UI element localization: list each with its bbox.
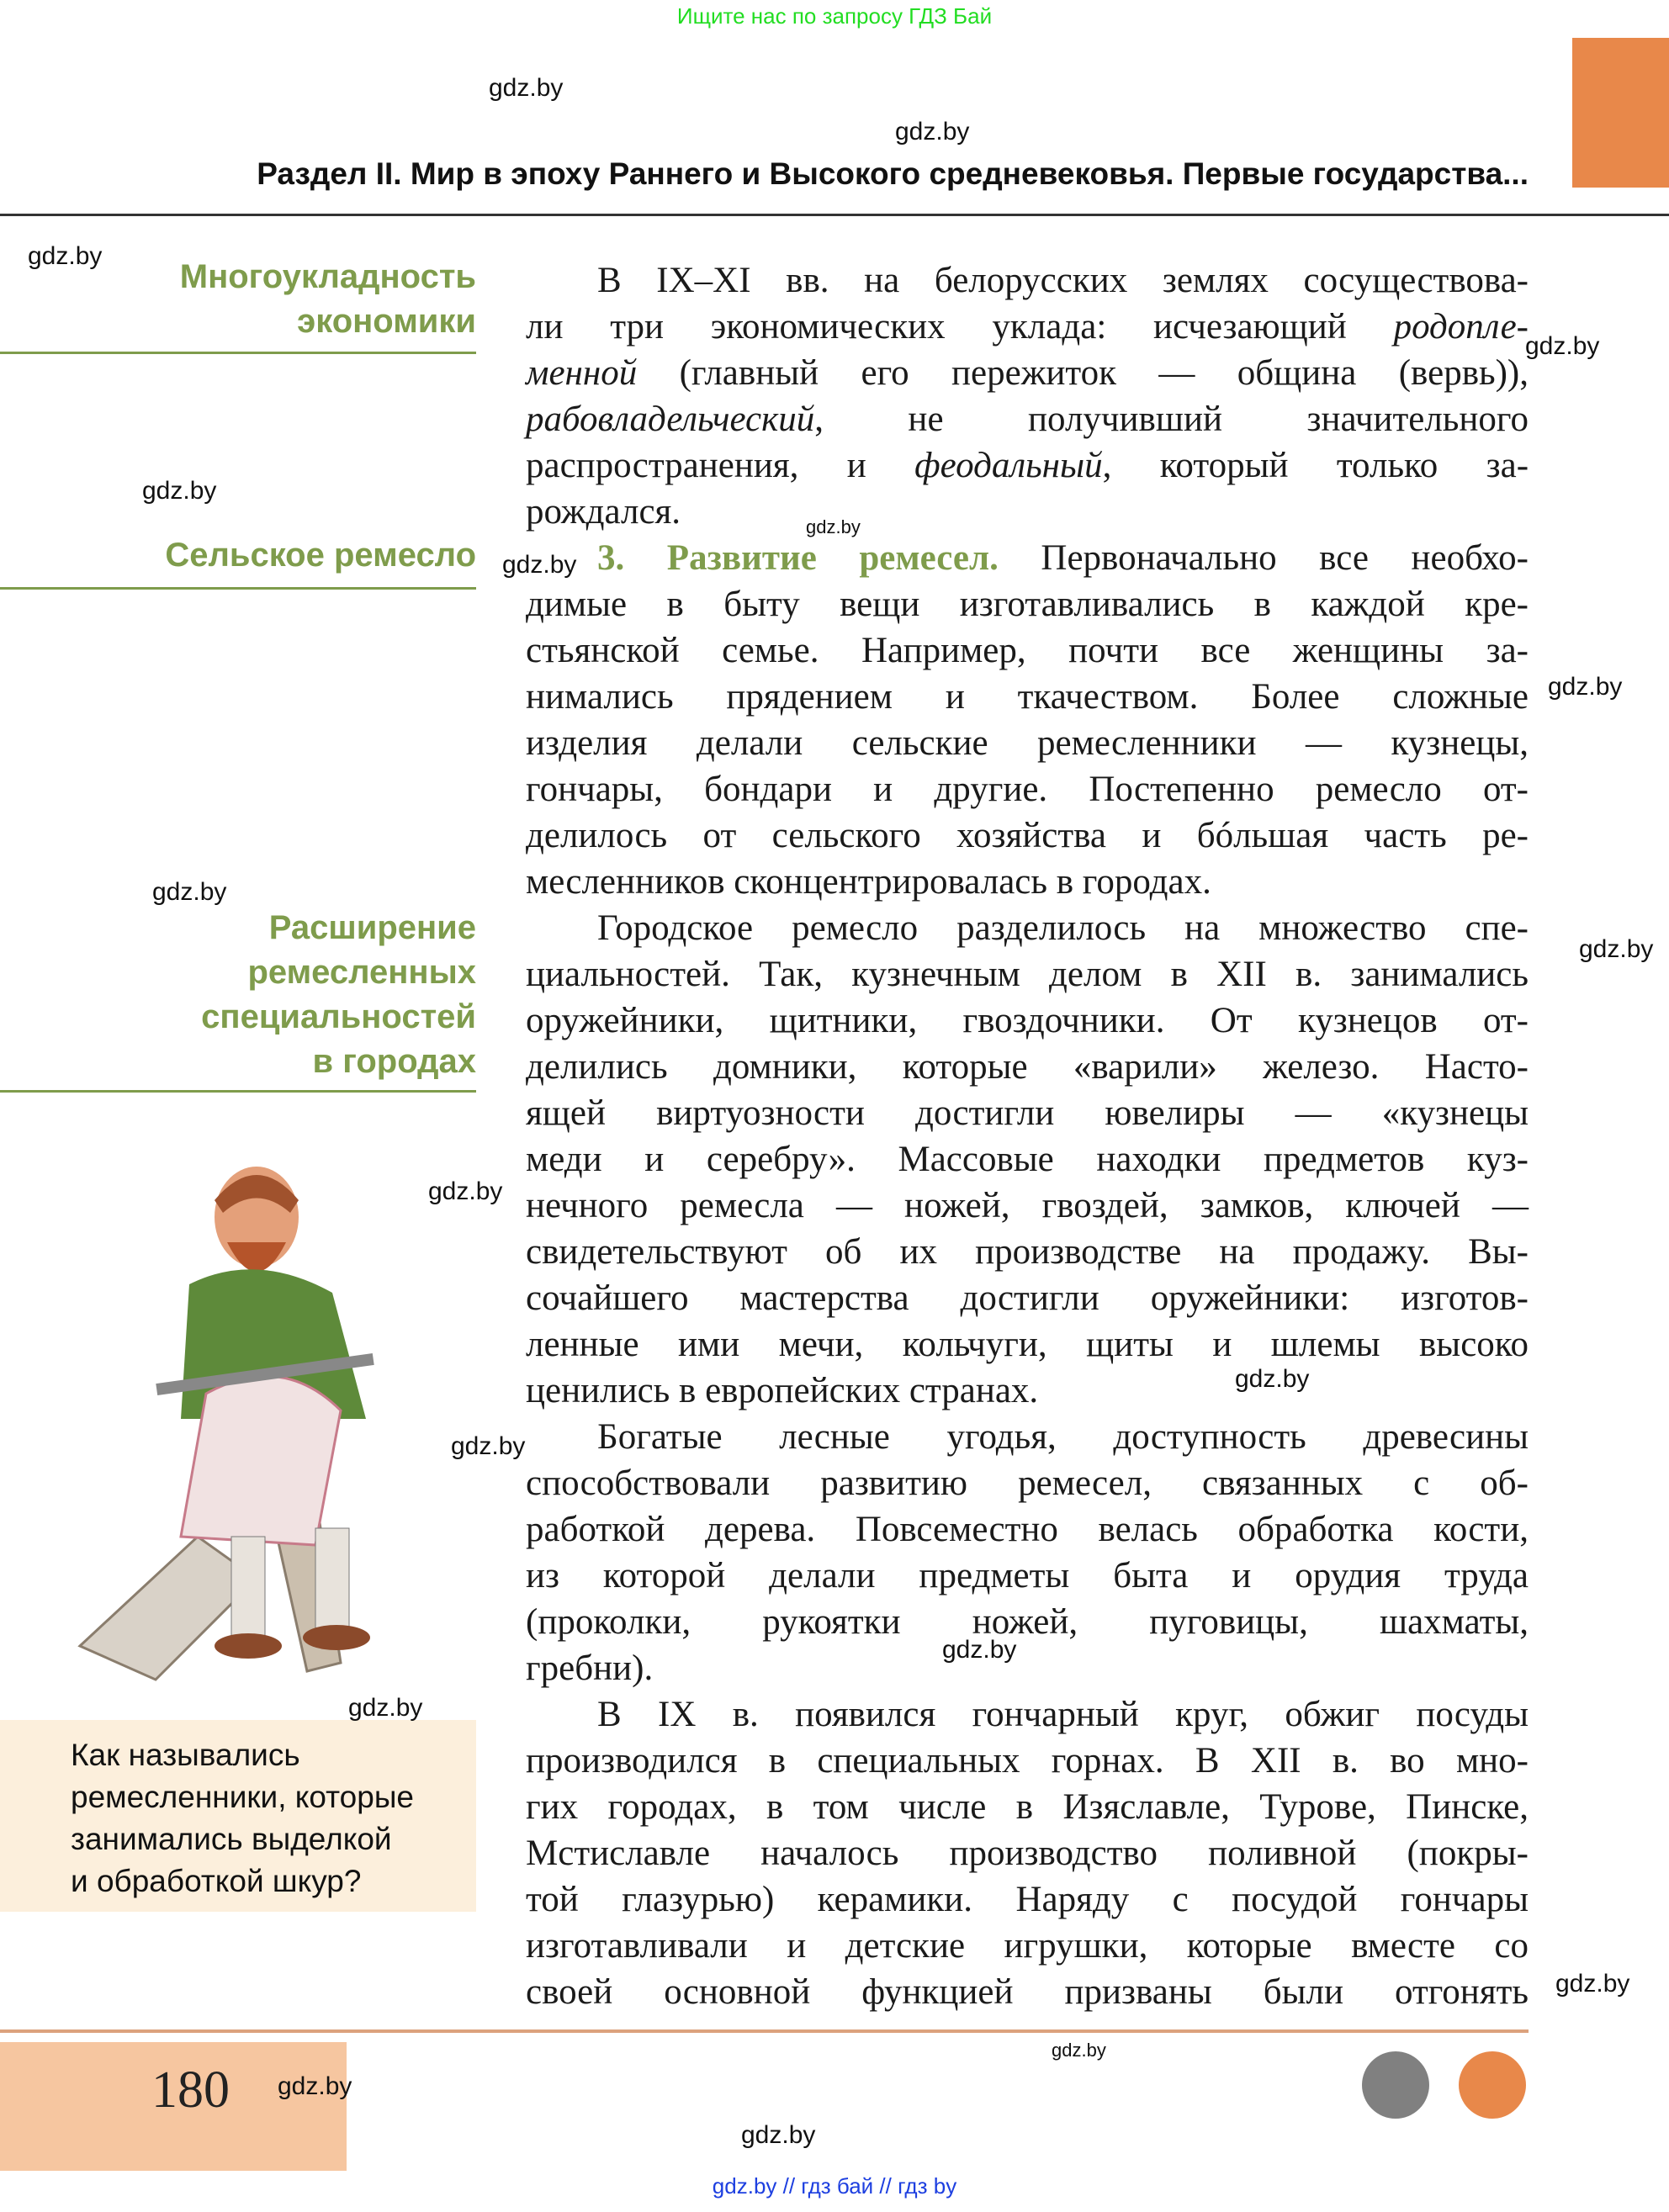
log-shape <box>80 1537 257 1680</box>
text-line <box>526 1691 1529 1738</box>
text-line <box>526 581 1529 627</box>
margin-divider <box>0 352 476 354</box>
text-line <box>526 1923 1529 1969</box>
text-run: В IX в. появился гончарный круг, обжиг посуды <box>597 1695 1529 1734</box>
text-line <box>526 1414 1529 1460</box>
main-text <box>526 257 1529 2015</box>
text-run: Городское ремесло разделилось на множество спе- <box>597 908 1529 948</box>
text-run: рождался. <box>526 492 681 532</box>
text-run: свидетельствуют об их производстве на продажу. Вы- <box>526 1232 1529 1272</box>
text-run: Богатые лесные угодья, доступность древесины <box>597 1417 1529 1457</box>
section-heading: 3. Развитие ремесел. <box>597 538 999 578</box>
margin-heading-economy <box>180 255 476 344</box>
margin-heading-line: специальностей <box>201 998 476 1035</box>
text-line <box>526 350 1529 396</box>
margin-divider <box>0 587 476 590</box>
text-run: изделия делали сельские ремесленники — кузнецы, <box>526 723 1529 763</box>
text-line <box>526 1460 1529 1506</box>
text-run: (проколки, рукоятки ножей, пуговицы, шахматы, <box>526 1602 1529 1642</box>
text-run: сочайшего мастерства достигли оружейники: изготов- <box>526 1278 1529 1318</box>
text-run: Первоначально все необхо- <box>998 538 1529 578</box>
text-run: меди и серебру». Массовые находки предметов куз- <box>526 1140 1529 1179</box>
leg <box>231 1537 265 1638</box>
text-run: делились домники, которые «варили» железо. Насто- <box>526 1047 1529 1087</box>
watermark: gdz.by <box>1548 673 1623 701</box>
search-hint-banner: Ищите нас по запросу ГДЗ Бай <box>676 3 993 29</box>
text-run: , не получивший значительного <box>814 400 1529 439</box>
text-run: ленные ими мечи, кольчуги, щиты и шлемы высоко <box>526 1325 1529 1364</box>
text-run: , который только за- <box>1102 446 1529 485</box>
text-line <box>526 1738 1529 1784</box>
text-run: гих городах, в том числе в Изяславле, Турове, Пинске, <box>526 1787 1529 1827</box>
text-line <box>526 489 1529 535</box>
text-run: ли три экономических уклада: исчезающий <box>526 307 1394 347</box>
text-line <box>526 812 1529 859</box>
watermark: gdz.by <box>152 878 227 906</box>
question-line: ремесленники, которые <box>71 1780 415 1814</box>
text-run: своей основной функцией призваны были отгонять <box>526 1972 1529 2012</box>
text-line <box>526 1275 1529 1321</box>
watermark: gdz.by <box>142 477 217 505</box>
text-line <box>526 1321 1529 1368</box>
italic-term: менной <box>526 353 638 393</box>
question-line: занимались выделкой <box>71 1822 392 1856</box>
text-line <box>526 1044 1529 1090</box>
text-run: нимались прядением и ткачеством. Более сложные <box>526 677 1529 717</box>
text-line <box>526 396 1529 442</box>
text-line <box>526 674 1529 720</box>
orange-circle-marker <box>1459 2051 1526 2119</box>
text-line <box>526 766 1529 812</box>
text-run: распространения, и <box>526 446 915 485</box>
text-run: изготавливали и детские игрушки, которые вместе со <box>526 1926 1529 1966</box>
text-line <box>526 1090 1529 1136</box>
text-run: гончары, бондари и другие. Постепенно ремесло от- <box>526 770 1529 809</box>
watermark: gdz.by <box>1235 1365 1310 1393</box>
text-line <box>526 535 1529 581</box>
shoe <box>303 1625 370 1650</box>
text-line <box>526 442 1529 489</box>
footer-divider <box>0 2029 1529 2033</box>
watermark: gdz.by <box>1525 332 1600 360</box>
text-line <box>526 1136 1529 1183</box>
text-line <box>526 1969 1529 2015</box>
margin-heading-line: ремесленных <box>247 954 476 991</box>
watermark: gdz.by <box>348 1694 423 1722</box>
watermark: gdz.by <box>1555 1970 1630 1998</box>
text-run: той глазурью) керамики. Наряду с посудой гончары <box>526 1880 1529 1919</box>
text-line <box>526 1645 1529 1691</box>
text-line <box>526 1876 1529 1923</box>
margin-heading-specialization <box>201 906 476 1084</box>
margin-heading-rural-craft <box>165 533 476 578</box>
text-line <box>526 1368 1529 1414</box>
text-run: работкой дерева. Повсеместно велась обработка кости, <box>526 1510 1529 1549</box>
text-run: В IX–XI вв. на белорусских землях сосуществова- <box>597 261 1529 300</box>
text-run: гребни). <box>526 1648 654 1688</box>
watermark: gdz.by <box>895 118 970 146</box>
shoe <box>215 1633 282 1659</box>
watermark: gdz.by <box>428 1177 503 1205</box>
question-line: и обработкой шкур? <box>71 1864 362 1898</box>
watermark: gdz.by <box>28 242 103 270</box>
watermark: gdz.by <box>489 74 564 102</box>
craftsman-illustration <box>63 1141 472 1685</box>
watermark: gdz.by <box>1052 2040 1106 2061</box>
text-run: ящей виртуозности достигли ювелиры — «кузнецы <box>526 1093 1529 1133</box>
italic-term: родопле- <box>1393 307 1529 347</box>
text-run: (главный его пережиток — община (вервь)), <box>637 353 1529 393</box>
question-line: Как назывались <box>71 1738 300 1772</box>
text-line <box>526 304 1529 350</box>
text-line <box>526 257 1529 304</box>
text-line <box>526 1183 1529 1229</box>
section-color-tab <box>1572 38 1669 188</box>
italic-term: феодальный <box>914 446 1103 485</box>
margin-heading-line: экономики <box>297 303 476 340</box>
text-run: димые в быту вещи изготавливались в каждой кре- <box>526 585 1529 624</box>
text-line <box>526 951 1529 998</box>
text-line <box>526 1830 1529 1876</box>
text-line <box>526 1506 1529 1553</box>
margin-divider <box>0 1090 476 1093</box>
running-header: Раздел II. Мир в эпоху Раннего и Высокого средневековья. Первые государства... <box>257 156 1529 191</box>
text-run: нечного ремесла — ножей, гвоздей, замков, ключей — <box>526 1186 1529 1225</box>
text-run: Мстиславле началось производство поливной (покры- <box>526 1834 1529 1873</box>
text-line <box>526 1599 1529 1645</box>
text-run: оружейники, щитники, гвоздочники. От кузнецов от- <box>526 1001 1529 1040</box>
watermark: gdz.by <box>278 2072 352 2100</box>
page-number: 180 <box>151 2061 230 2119</box>
watermark: gdz.by <box>451 1432 526 1460</box>
text-line <box>526 1784 1529 1830</box>
watermark: gdz.by <box>502 551 577 579</box>
beard <box>227 1242 286 1272</box>
watermark: gdz.by <box>942 1636 1017 1664</box>
margin-heading-line: в городах <box>312 1043 476 1080</box>
text-line <box>526 905 1529 951</box>
margin-heading-line: Расширение <box>268 909 476 946</box>
text-run: циальностей. Так, кузнечным делом в XII в. занимались <box>526 955 1529 994</box>
margin-heading-line: Многоукладность <box>179 258 476 295</box>
text-line <box>526 1553 1529 1599</box>
text-line <box>526 1229 1529 1275</box>
text-line <box>526 859 1529 905</box>
watermark: gdz.by <box>741 2121 816 2149</box>
text-run: производился в специальных горнах. В XII в. во мно- <box>526 1741 1529 1781</box>
text-run: делилось от сельского хозяйства и бóльшая часть ре- <box>526 816 1529 855</box>
text-run: стьянской семье. Например, почти все женщины за- <box>526 631 1529 670</box>
watermark: gdz.by <box>1579 935 1654 963</box>
italic-term: рабовладельческий <box>526 400 815 439</box>
hide-skin <box>181 1376 341 1545</box>
header-divider <box>0 214 1669 216</box>
leg <box>315 1528 349 1629</box>
watermark: gdz.by <box>806 516 861 537</box>
text-line <box>526 627 1529 674</box>
gray-circle-marker <box>1362 2051 1429 2119</box>
text-line <box>526 720 1529 766</box>
text-run: ценились в европейских странах. <box>526 1371 1039 1410</box>
footer-links[interactable]: gdz.by // гдз бай // гдз by <box>712 2173 957 2199</box>
text-run: способствовали развитию ремесел, связанных с об- <box>526 1463 1529 1503</box>
text-run: месленников сконцентрировалась в городах. <box>526 862 1211 902</box>
text-line <box>526 998 1529 1044</box>
margin-heading-line: Сельское ремесло <box>165 537 476 574</box>
text-run: из которой делали предметы быта и орудия труда <box>526 1556 1529 1595</box>
question-text <box>71 1734 414 1902</box>
